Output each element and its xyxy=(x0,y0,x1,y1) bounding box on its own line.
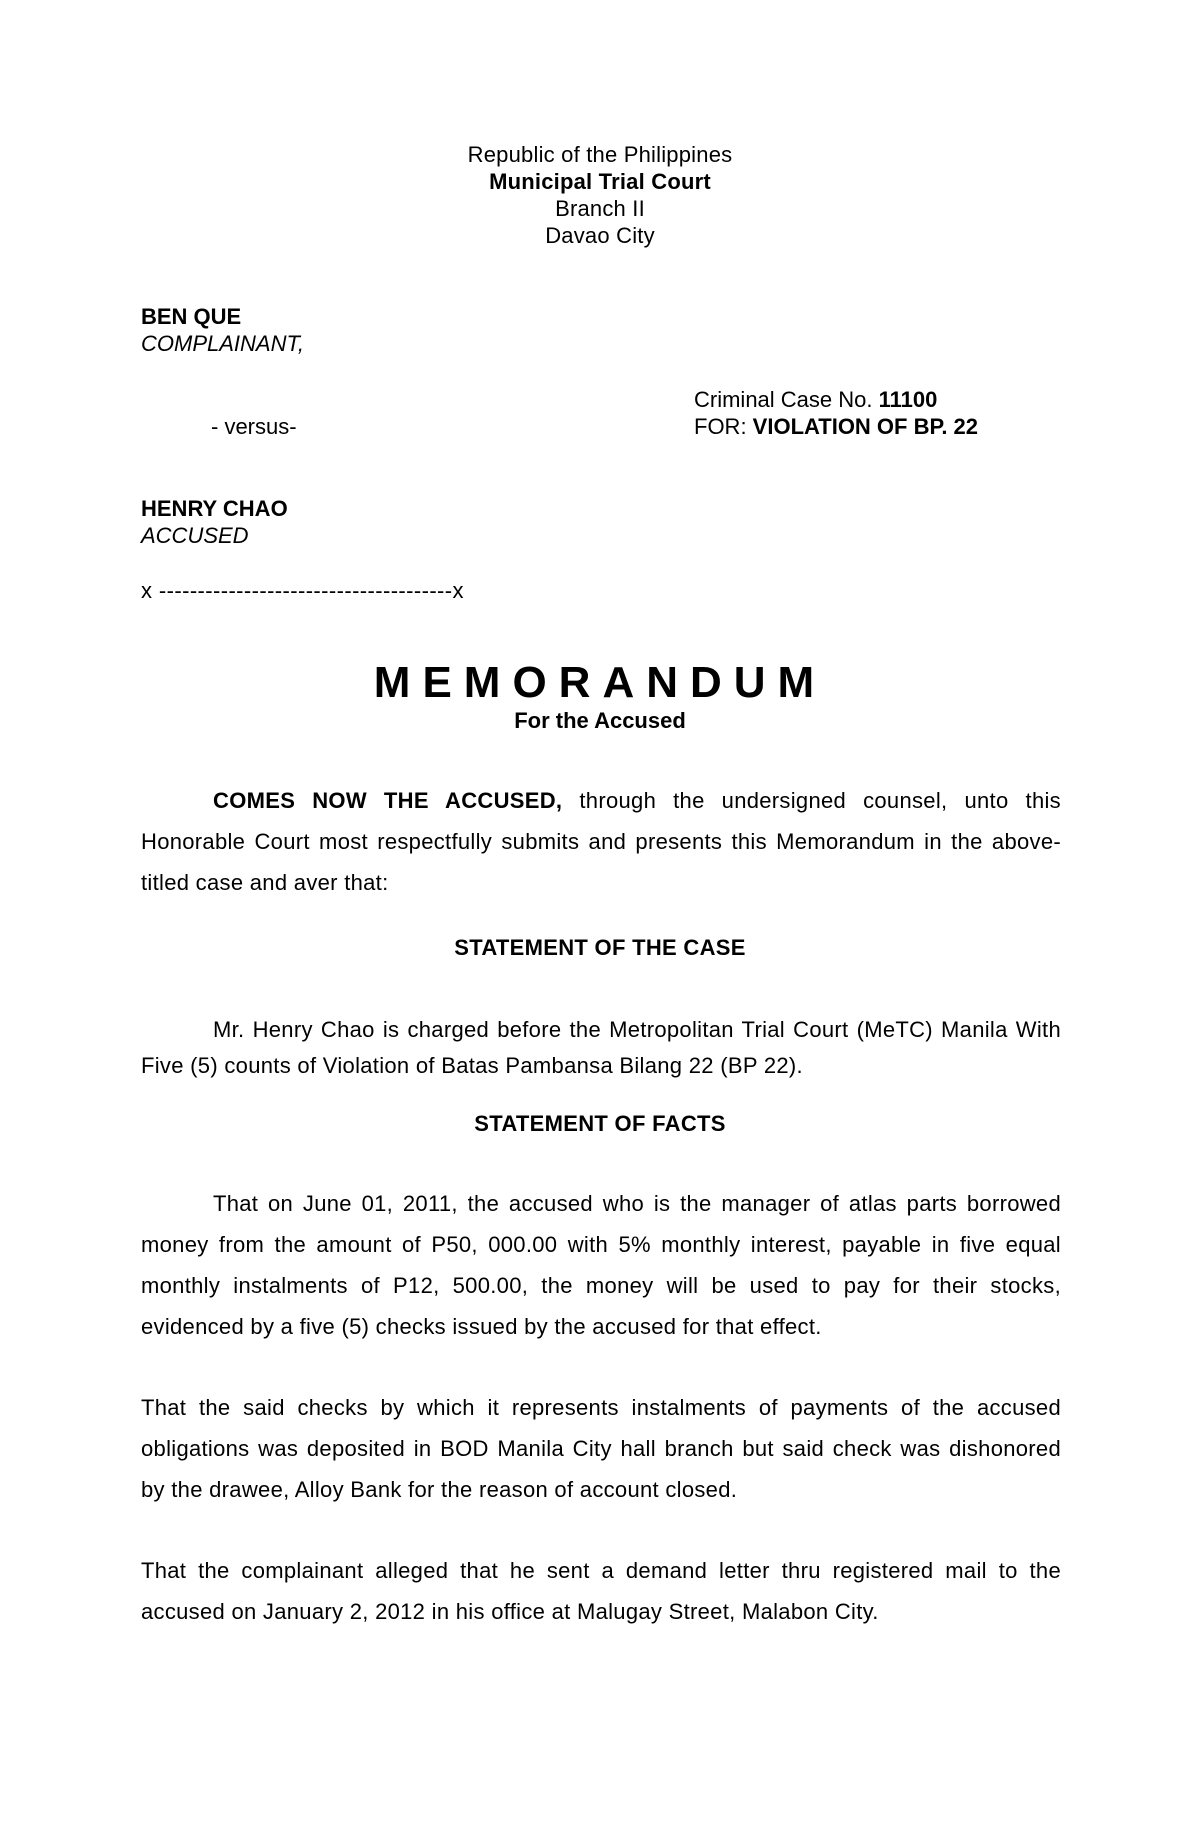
offense-line xyxy=(694,413,978,440)
facts-p3-text: That the complainant alleged that he sent a demand letter thru registered mail to the accused on January 2, 2012 in his office at Malugay Street, Malabon City. xyxy=(141,1558,1061,1624)
case-number: 11100 xyxy=(878,387,938,412)
republic-line: Republic of the Philippines xyxy=(467,142,733,167)
case-label: Criminal Case No. xyxy=(694,387,879,412)
facts-paragraph-3 xyxy=(141,1550,1061,1632)
complainant-block xyxy=(141,303,304,357)
case-heading: STATEMENT OF THE CASE xyxy=(454,935,746,960)
intro-text: through the undersigned counsel, unto this Honorable Court most respectfully submits and presents this Memorandum in the above-titled case and aver that: xyxy=(141,788,1061,895)
accused-name: HENRY CHAO xyxy=(141,496,288,521)
caption-separator: x --------------------------------------x xyxy=(141,578,464,603)
memo-title: MEMORANDUM xyxy=(373,658,827,707)
facts-paragraph-2 xyxy=(141,1387,1061,1510)
case-number-line xyxy=(694,386,978,413)
court-city: Davao City xyxy=(545,223,655,248)
for-label: FOR: xyxy=(694,414,753,439)
facts-paragraph-1 xyxy=(141,1183,1061,1347)
memo-title-block xyxy=(0,658,1200,734)
facts-heading: STATEMENT OF FACTS xyxy=(474,1111,726,1136)
intro-paragraph xyxy=(141,780,1061,903)
court-header xyxy=(0,141,1200,249)
court-branch: Branch II xyxy=(555,196,645,221)
case-text: Mr. Henry Chao is charged before the Metropolitan Trial Court (MeTC) Manila With Five (5) counts of Violation of Batas Pambansa Bilang 22 (BP 22). xyxy=(141,1017,1061,1078)
memo-subtitle: For the Accused xyxy=(514,708,686,733)
case-info xyxy=(694,386,978,440)
case-paragraph xyxy=(141,1012,1061,1084)
facts-p1-text: That on June 01, 2011, the accused who is the manager of atlas parts borrowed money from the amount of P50, 000.00 with 5% monthly interest, payable in five equal monthly instalments of P12, 500.00, the money will be used to pay for their stocks, evidenced by a five (5) checks issued by the accused for that effect. xyxy=(141,1191,1061,1339)
intro-lead: COMES NOW THE ACCUSED, xyxy=(213,788,563,813)
facts-p2-text: That the said checks by which it represents instalments of payments of the accused obligations was deposited in BOD Manila City hall branch but said check was dishonored by the drawee, Alloy Bank for the reason of account closed. xyxy=(141,1395,1061,1502)
complainant-name: BEN QUE xyxy=(141,304,242,329)
accused-role: ACCUSED xyxy=(141,523,249,548)
complainant-role: COMPLAINANT, xyxy=(141,331,305,356)
accused-block xyxy=(141,495,288,549)
court-name: Municipal Trial Court xyxy=(489,169,711,194)
versus-label: - versus- xyxy=(211,414,297,439)
offense-text: VIOLATION OF BP. 22 xyxy=(752,414,979,439)
